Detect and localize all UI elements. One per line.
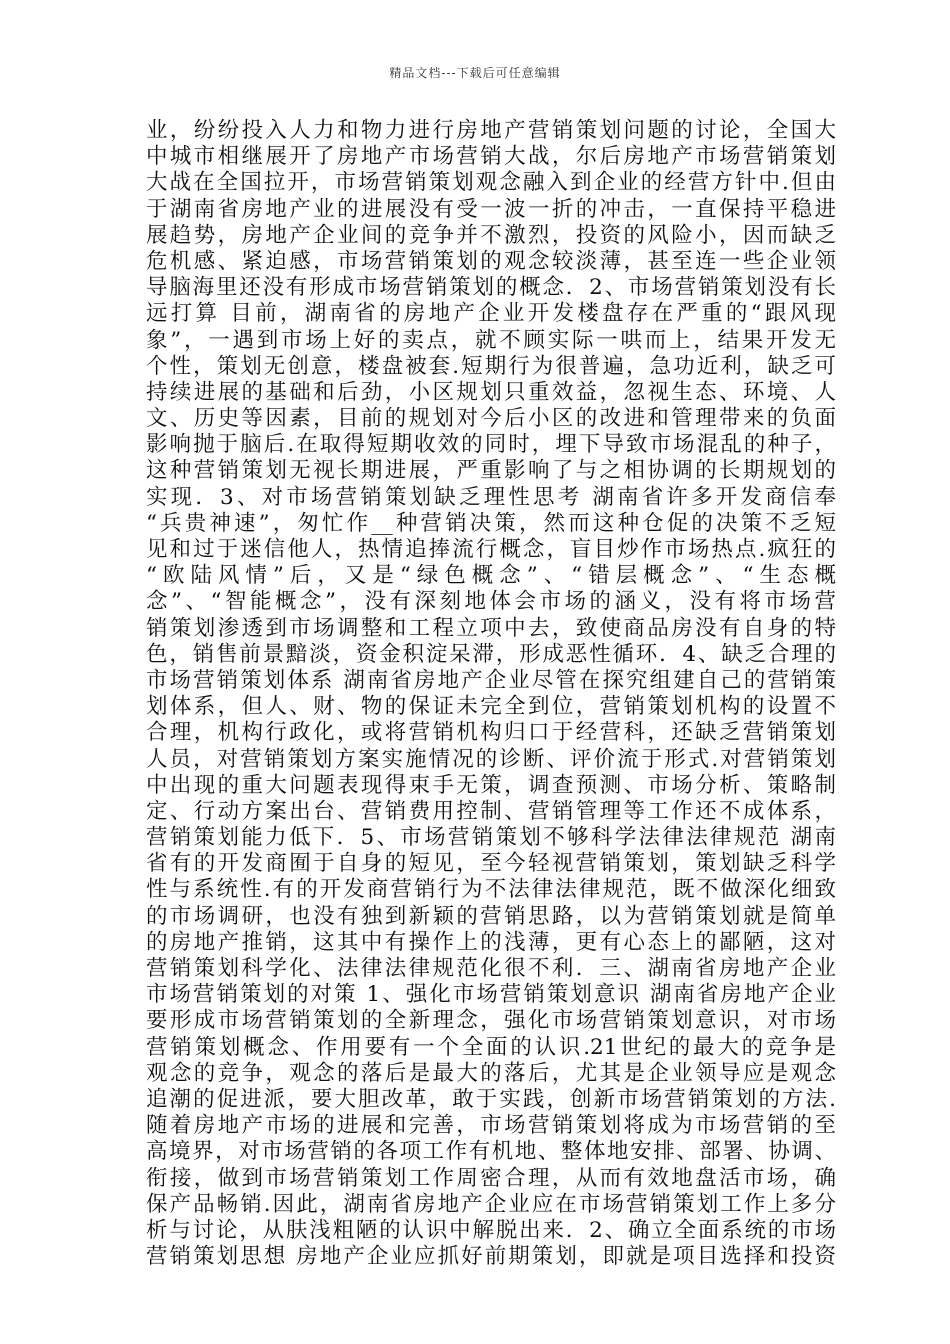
text-line: 销策划渗透到市场调整和工程立项中去，致使商品房没有自身的特 [146,615,836,641]
text-line: 要形成市场营销策划的全新理念，强化市场营销策划意识，对市场 [146,1008,836,1034]
text-line: 营销策划思想 房地产企业应抓好前期策划，即就是项目选择和投资 [146,1244,836,1270]
text-line: 念”、“智能概念”，没有深刻地体会市场的涵义，没有将市场营 [146,589,836,615]
text-line: 个性，策划无创意，楼盘被套.短期行为很普遍，急功近利，缺乏可 [146,353,836,379]
text-line: 文、历史等因素，目前的规划对今后小区的改进和管理带来的负面 [146,406,836,432]
text-line: 于湖南省房地产业的进展没有受一波一折的冲击，一直保持平稳进 [146,196,836,222]
text-line: 营销策划概念、作用要有一个全面的认识.21世纪的最大的竞争是 [146,1034,836,1060]
text-line: 危机感、紧迫感，市场营销策划的观念较淡薄，甚至连一些企业领 [146,248,836,274]
text-line: “欧陆风情”后，又是“绿色概念”、“错层概念”、“生态概 [146,563,836,589]
text-line: 人员，对营销策划方案实施情况的诊断、评价流于形式.对营销策划 [146,746,836,772]
text-line: 划体系，但人、财、物的保证未完全到位，营销策划机构的设置不 [146,694,836,720]
text-line: 营销策划科学化、法律法律规范化很不利．三、湖南省房地产企业 [146,956,836,981]
text-line: 的房地产推销，这其中有操作上的浅薄，更有心态上的鄙陋，这对 [146,929,836,955]
text-line: 导脑海里还没有形成市场营销策划的概念．2、市场营销策划没有长 [146,275,836,301]
text-line: 这种营销策划无视长期进展，严重影响了与之相协调的长期规划的 [146,458,836,484]
text-line: 象”，一遇到市场上好的卖点，就不顾实际一哄而上，结果开发无 [146,327,836,353]
text-line: 市场营销策划体系 湖南省房地产企业尽管在探究组建自己的营销策 [146,667,836,693]
text-line: 市场营销策划的对策 1、强化市场营销策划意识 湖南省房地产企业 [146,982,836,1008]
text-line: 色，销售前景黯淡，资金积淀呆滞，形成恶性循环．4、缺乏合理的 [146,641,836,667]
text-line: 追潮的促进派，要大胆改革，敢于实践，创新市场营销策划的方法. [146,1086,836,1112]
text-line: 析与讨论，从肤浅粗陋的认识中解脱出来．2、确立全面系统的市场 [146,1217,836,1243]
text-line: 大战在全国拉开，市场营销策划观念融入到企业的经营方针中.但由 [146,170,836,196]
text-line: 衔接，做到市场营销策划工作周密合理，从而有效地盘活市场，确 [146,1165,836,1191]
text-line: 合理，机构行政化，或将营销机构归口于经营科，还缺乏营销策划 [146,720,836,746]
text-line: 观念的竞争，观念的落后是最大的落后，尤其是企业领导应是观念 [146,1060,836,1086]
text-line: 定、行动方案出台、营销费用控制、营销管理等工作还不成体系， [146,798,836,824]
text-line: 中出现的重大问题表现得束手无策，调查预测、市场分析、策略制 [146,772,836,798]
text-line: 影响抛于脑后.在取得短期收效的同时，埋下导致市场混乱的种子， [146,432,836,458]
text-line: 业，纷纷投入人力和物力进行房地产营销策划问题的讨论，全国大 [146,118,836,143]
text-line: 见和过于迷信他人，热情追捧流行概念，盲目炒作市场热点.疯狂的 [146,537,836,562]
text-line: 远打算 目前，湖南省的房地产企业开发楼盘存在严重的“跟风现 [146,301,836,327]
text-line: 保产品畅销.因此，湖南省房地产企业应在市场营销策划工作上多分 [146,1191,836,1217]
text-line: 高境界，对市场营销的各项工作有机地、整体地安排、部署、协调、 [146,1139,836,1165]
text-line: 展趋势，房地产企业间的竞争并不激烈，投资的风险小，因而缺乏 [146,222,836,248]
text-line: 的市场调研，也没有独到新颖的营销思路，以为营销策划就是简单 [146,903,836,929]
document-body [146,118,836,1270]
text-line: 持续进展的基础和后劲，小区规划只重效益，忽视生态、环境、人 [146,379,836,405]
text-line: 性与系统性.有的开发商营销行为不法律法律规范，既不做深化细致 [146,877,836,903]
text-line: 随着房地产市场的进展和完善，市场营销策划将成为市场营销的至 [146,1113,836,1139]
text-line: 中城市相继展开了房地产市场营销大战，尔后房地产市场营销策划 [146,144,836,170]
text-line: 省有的开发商囿于自身的短见，至今轻视营销策划，策划缺乏科学 [146,851,836,877]
text-line: “兵贵神速”，匆忙作__种营销决策，然而这种仓促的决策不乏短 [146,510,836,536]
text-line: 营销策划能力低下．5、市场营销策划不够科学法律法律规范 湖南 [146,825,836,851]
page-header: 精品文档---下载后可任意编辑 [389,66,561,80]
text-line: 实现．3、对市场营销策划缺乏理性思考 湖南省许多开发商信奉 [146,484,836,510]
